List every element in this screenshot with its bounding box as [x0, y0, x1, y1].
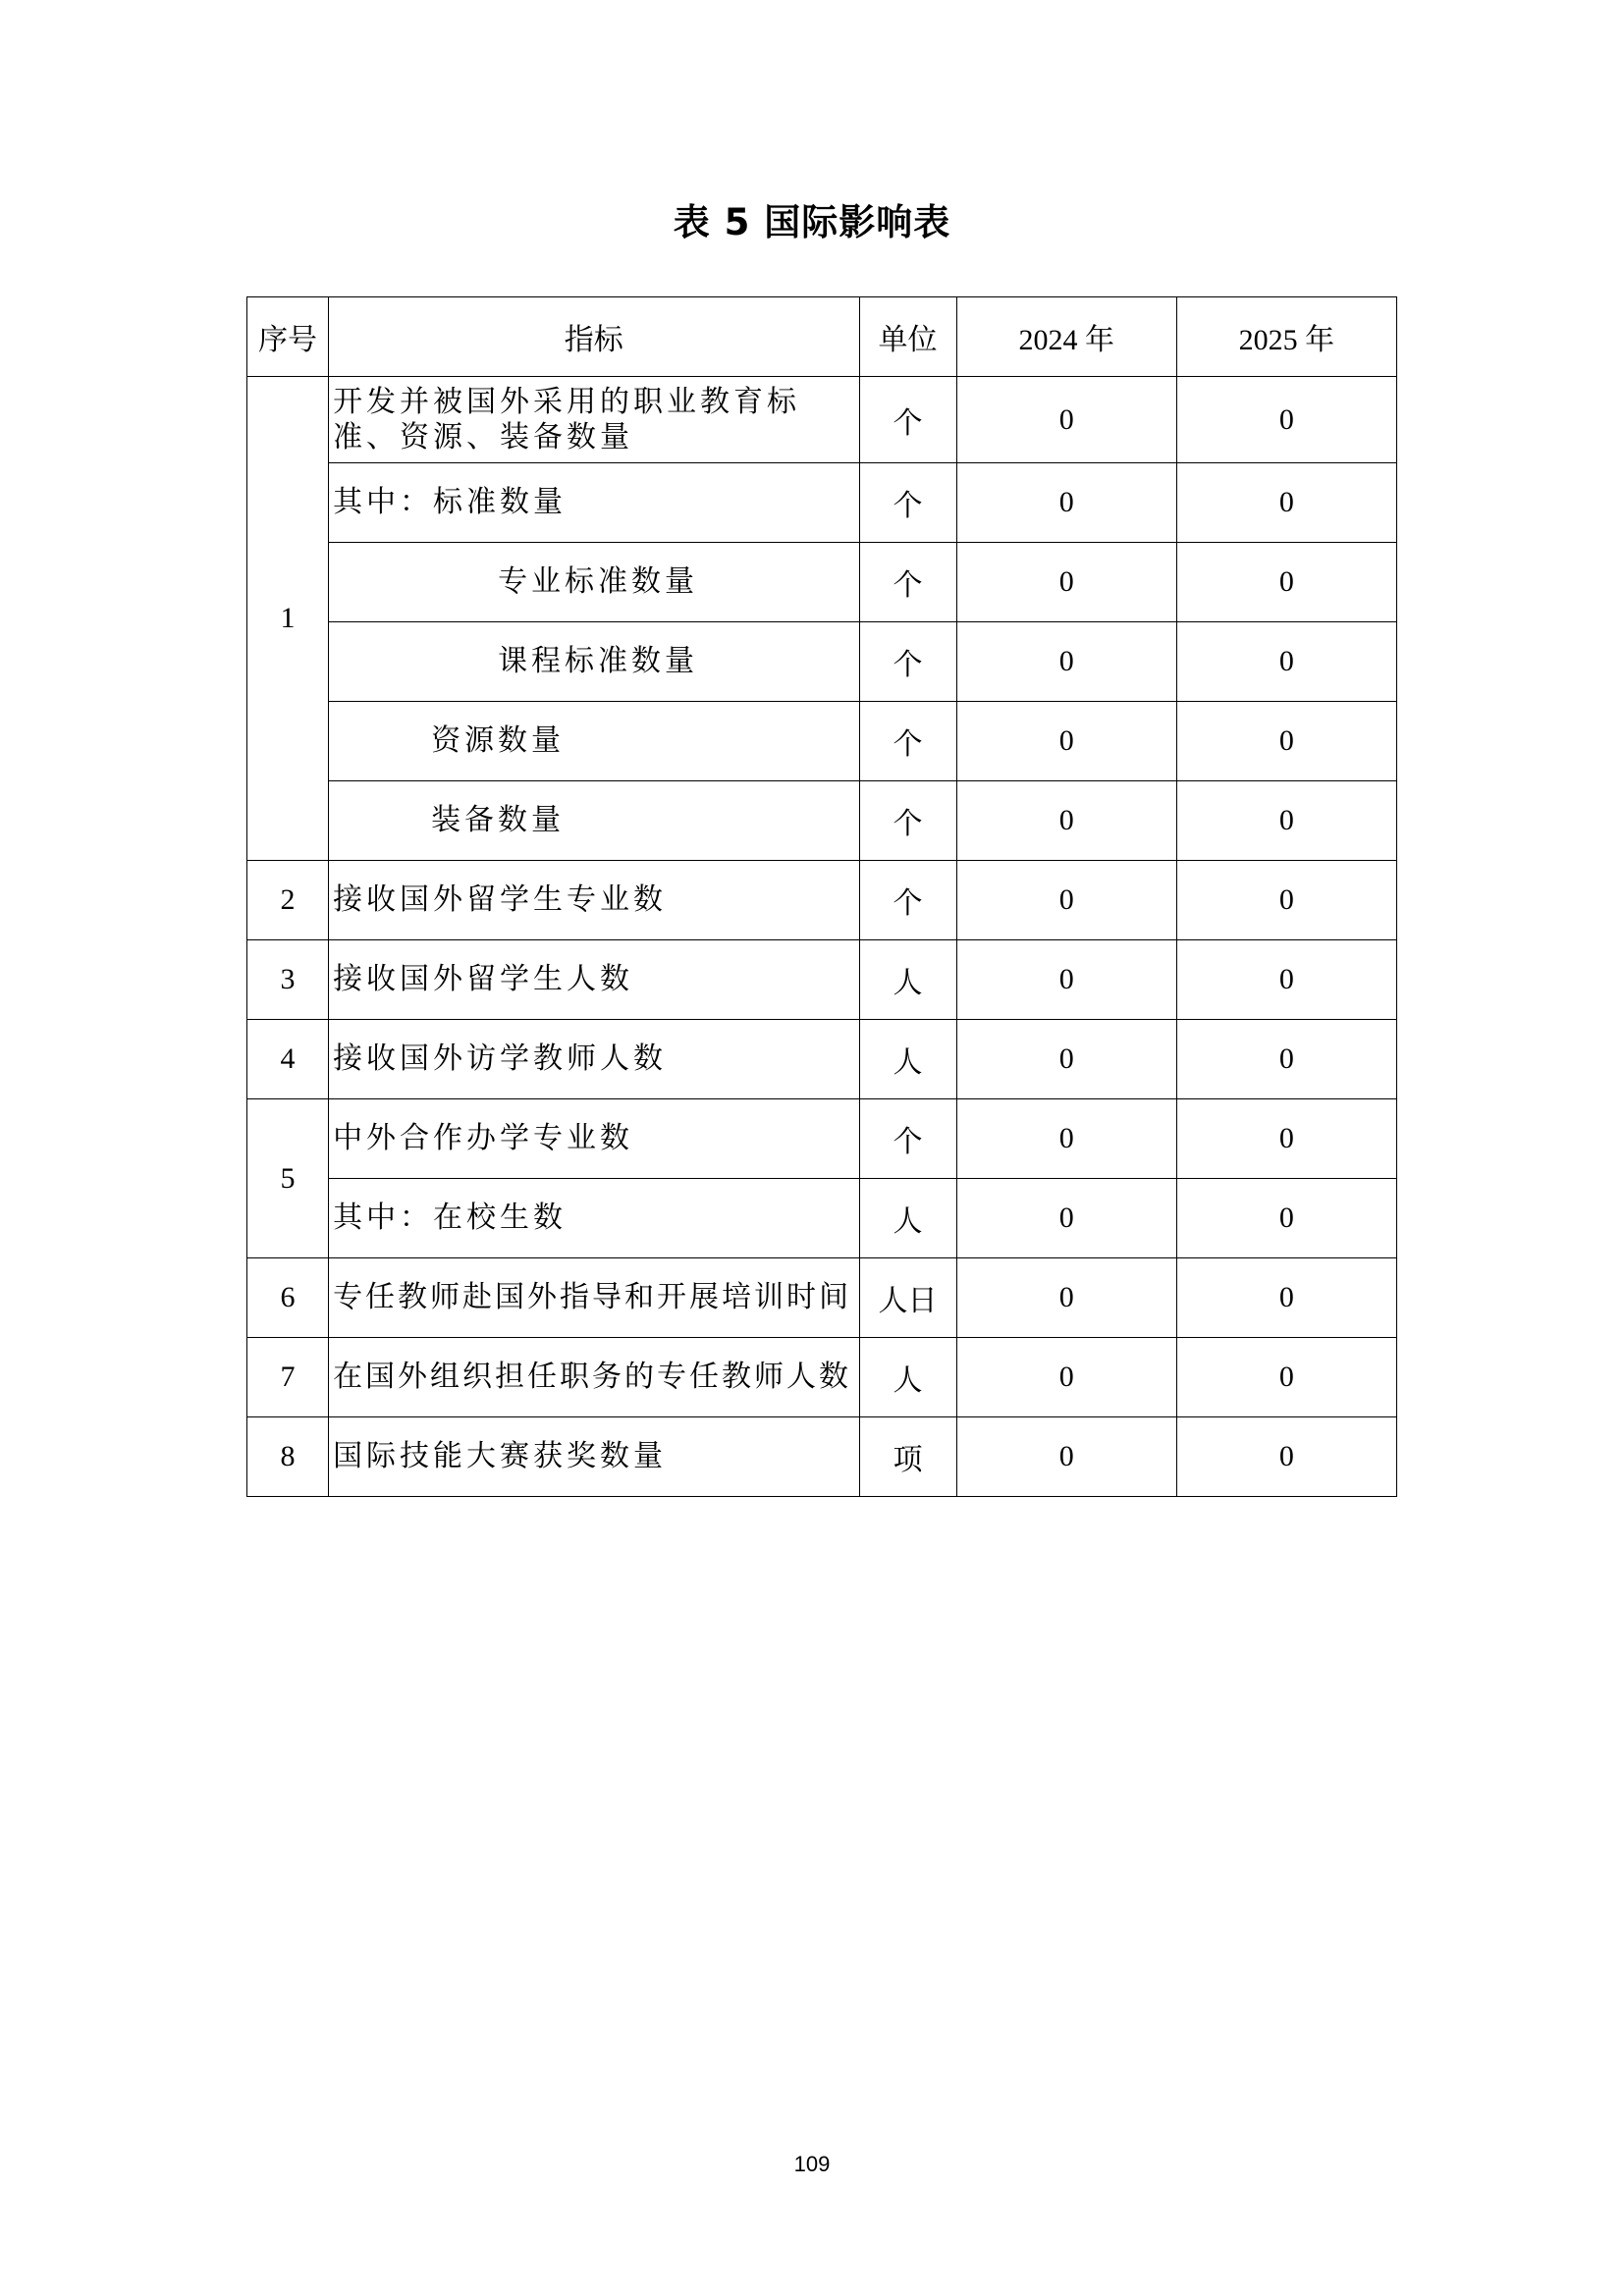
international-influence-table	[246, 296, 1397, 1497]
row-indicator	[329, 1417, 859, 1497]
row-index: 2	[247, 861, 329, 940]
row-indicator	[329, 1338, 859, 1417]
row-value-2024: 0	[956, 1179, 1176, 1258]
row-unit: 个	[859, 1099, 956, 1179]
row-indicator	[329, 1179, 859, 1258]
row-indicator	[329, 1020, 859, 1099]
row-value-2025: 0	[1176, 377, 1396, 463]
table-header-row	[247, 297, 1397, 377]
page-number: 109	[793, 2152, 831, 2176]
header-year-2025: 2025 年	[1176, 297, 1396, 377]
indicator-text: 接收国外留学生人数	[333, 962, 634, 996]
row-indicator	[329, 1258, 859, 1338]
table-row	[247, 543, 1397, 622]
row-unit: 个	[859, 543, 956, 622]
row-value-2024: 0	[956, 1258, 1176, 1338]
row-value-2024: 0	[956, 1099, 1176, 1179]
row-value-2025: 0	[1176, 702, 1396, 781]
row-unit: 个	[859, 463, 956, 543]
row-unit: 人	[859, 1179, 956, 1258]
row-indicator	[329, 622, 859, 702]
row-index: 5	[247, 1099, 329, 1258]
row-value-2024: 0	[956, 861, 1176, 940]
table-row	[247, 861, 1397, 940]
row-unit: 项	[859, 1417, 956, 1497]
table-row	[247, 781, 1397, 861]
row-unit: 人日	[859, 1258, 956, 1338]
header-indicator: 指标	[329, 297, 859, 377]
row-value-2024: 0	[956, 377, 1176, 463]
row-value-2025: 0	[1176, 543, 1396, 622]
row-value-2025: 0	[1176, 861, 1396, 940]
table-row	[247, 1258, 1397, 1338]
row-value-2025: 0	[1176, 463, 1396, 543]
row-value-2024: 0	[956, 781, 1176, 861]
table-row	[247, 1417, 1397, 1497]
page-title: 表 5 国际影响表	[673, 201, 951, 243]
indicator-text: 装备数量	[431, 803, 566, 837]
row-index: 7	[247, 1338, 329, 1417]
row-unit: 个	[859, 861, 956, 940]
row-indicator	[329, 702, 859, 781]
indicator-text: 接收国外留学生专业数	[333, 882, 668, 917]
table-row	[247, 463, 1397, 543]
indicator-text: 接收国外访学教师人数	[333, 1041, 668, 1076]
row-indicator	[329, 543, 859, 622]
row-value-2025: 0	[1176, 1099, 1396, 1179]
header-unit: 单位	[859, 297, 956, 377]
indicator-text: 国际技能大赛获奖数量	[333, 1439, 668, 1473]
row-index: 8	[247, 1417, 329, 1497]
row-indicator	[329, 463, 859, 543]
row-unit: 人	[859, 1338, 956, 1417]
row-index: 1	[247, 377, 329, 861]
row-indicator	[329, 1099, 859, 1179]
indicator-text: 其中：在校生数	[333, 1201, 568, 1235]
row-unit: 人	[859, 940, 956, 1020]
row-value-2025: 0	[1176, 1258, 1396, 1338]
row-value-2024: 0	[956, 543, 1176, 622]
row-value-2024: 0	[956, 1417, 1176, 1497]
row-unit: 人	[859, 1020, 956, 1099]
table-row	[247, 377, 1397, 463]
row-value-2024: 0	[956, 1020, 1176, 1099]
indicator-text: 开发并被国外采用的职业教育标准、资源、装备数量	[333, 384, 801, 454]
indicator-text: 专业标准数量	[498, 564, 699, 599]
table-row	[247, 1179, 1397, 1258]
row-value-2024: 0	[956, 622, 1176, 702]
table-row	[247, 1099, 1397, 1179]
table-row	[247, 1338, 1397, 1417]
indicator-text: 中外合作办学专业数	[333, 1121, 634, 1155]
row-indicator	[329, 861, 859, 940]
indicator-text: 其中：标准数量	[333, 485, 568, 519]
indicator-text: 课程标准数量	[498, 644, 699, 678]
header-year-2024: 2024 年	[956, 297, 1176, 377]
row-value-2024: 0	[956, 940, 1176, 1020]
row-value-2024: 0	[956, 463, 1176, 543]
row-value-2024: 0	[956, 1338, 1176, 1417]
row-value-2025: 0	[1176, 1179, 1396, 1258]
row-unit: 个	[859, 781, 956, 861]
table-row	[247, 622, 1397, 702]
row-value-2025: 0	[1176, 940, 1396, 1020]
row-value-2025: 0	[1176, 781, 1396, 861]
row-indicator	[329, 940, 859, 1020]
indicator-text: 资源数量	[431, 723, 566, 758]
row-index: 3	[247, 940, 329, 1020]
table-row	[247, 940, 1397, 1020]
row-unit: 个	[859, 377, 956, 463]
header-index: 序号	[247, 297, 329, 377]
row-indicator	[329, 781, 859, 861]
row-value-2024: 0	[956, 702, 1176, 781]
row-value-2025: 0	[1176, 1417, 1396, 1497]
indicator-text: 专任教师赴国外指导和开展培训时间	[333, 1280, 852, 1314]
table-row	[247, 1020, 1397, 1099]
indicator-text: 在国外组织担任职务的专任教师人数	[333, 1360, 852, 1394]
row-indicator	[329, 377, 859, 463]
row-value-2025: 0	[1176, 1338, 1396, 1417]
row-value-2025: 0	[1176, 622, 1396, 702]
row-index: 4	[247, 1020, 329, 1099]
row-unit: 个	[859, 702, 956, 781]
table-row	[247, 702, 1397, 781]
row-index: 6	[247, 1258, 329, 1338]
row-value-2025: 0	[1176, 1020, 1396, 1099]
row-unit: 个	[859, 622, 956, 702]
